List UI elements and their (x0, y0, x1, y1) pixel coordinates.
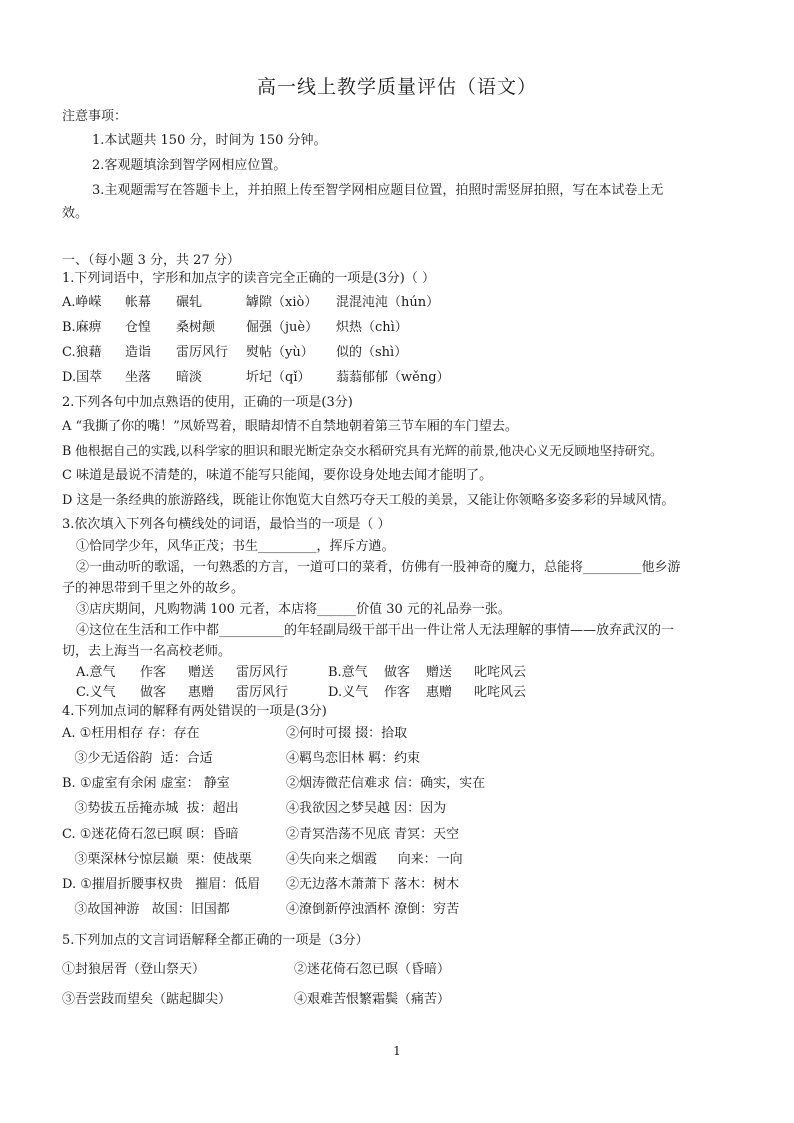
section-heading: 一、（每小题 3 分，共 27 分） (62, 253, 240, 268)
question-2-option-b: B 他根据自己的实践,以科学家的胆识和眼光断定杂交水稻研究具有光辉的前景,他决心义无反顾地坚持研究。 (62, 443, 663, 458)
question-2-stem: 2.下列各句中加点熟语的使用，正确的一项是(3分) (62, 395, 353, 410)
exam-page: 高一线上教学质量评估（语文） 注意事项： 1.本试题共 150 分，时间为 150 分钟。 2.客观题填涂到智学网相应位置。 3.主观题需写在答题卡上，并拍照上传至智学网相应题目位置，拍照时需竖屏拍照，写在本试卷上无 效。 一、（每小题 3 分，共 27 分） 1.下列词语中，字形和加点字的读音完全正确的一项是(3分)（ ） A.峥嵘 帐幕 碾轧 罅隙（xiò） 混混沌沌（hún） B.麻痹 仓惶 桑树颠 倔强（juè） 炽热（chì） C.狼藉 造诣 雷厉风行 熨帖（yù） 似的（shì） D.国萃 坐落 暗淡 圻圮（qǐ） 蓊蓊郁郁（wěng） 2.下列各句中加点熟语的使用，正确的一项是(3分) A “我撕了你的嘴！”凤娇骂着，眼睛却情不自禁地朝着第三节车厢的车门望去。 B 他根据自己的实践,以科学家的胆识和眼光断定杂交水稻研究具有光辉的前景,他决心义无反顾地坚持研究。 C 味道是最说不清楚的，味道不能写只能闻，要你设身处地去闻才能明了。 D 这是一条经典的旅游路线，既能让你饱览大自然巧夺天工般的美景，又能让你领略多姿多彩的异域风情。 3.依次填入下列各句横线处的词语，最恰当的一项是（ ） ①恰同学少年，风华正茂；书生_________，挥斥方遒。 ②一曲动听的歌谣，一句熟悉的方言，一道可口的菜肴，仿佛有一股神奇的魔力，总能将_________他乡游 子的神思带到千里之外的故乡。 ③店庆期间，凡购物满 100 元者，本店将______价值 30 元的礼品券一张。 ④这位在生活和工作中都__________的年轻副局级干部干出一件让常人无法理解的事情——放弃武汉的一 切，去上海当一名高校老师。 A.意气 作客 赠送 雷厉风行 B.意气 做客 赠送 叱咤风云 C.义气 做客 惠赠 雷厉风行 D.义气 作客 惠赠 叱咤风云 4.下列加点词的解释有两处错误的一项是(3分) A. ①枉用相存 存：存在 ②何时可掇 掇：拾取 ③少无适俗韵 适：合适 ④羁鸟恋旧林 羁：约束 B. ①虚室有余闲 虚室： 静室 ②烟涛微茫信难求 信：确实，实在 ③势拔五岳掩赤城 拔：超出 ④我欲因之梦吴越 因：因为 C. ①迷花倚石忽已暝 暝：昏暗 ②青冥浩荡不见底 青冥：天空 ③栗深林兮惊层巅 栗：使战栗 ④失向来之烟霞 向来：一向 D. ①摧眉折腰事权贵 摧眉：低眉 ②无边落木萧萧下 落木：树木 ③故国神游 故国：旧国都 ④潦倒新停浊酒杯 潦倒：穷苦 5.下列加点的文言词语解释全都正确的一项是（3分） ①封狼居胥（登山祭天） ②迷花倚石忽已暝（昏暗） ③吾尝跂而望矣（踮起脚尖） ④艰难苦恨繁霜鬓（痛苦） 1 (0, 0, 794, 1123)
question-3-sentence: 切，去上海当一名高校老师。 (62, 644, 232, 659)
notice-item: 2.客观题填涂到智学网相应位置。 (92, 158, 287, 173)
notice-header: 注意事项： (62, 109, 128, 124)
question-3-sentence: 子的神思带到千里之外的故乡。 (62, 581, 245, 596)
question-1-stem: 1.下列词语中，字形和加点字的读音完全正确的一项是(3分)（ ） (62, 271, 435, 286)
exam-title: 高一线上教学质量评估（语文） (256, 76, 537, 98)
question-5-stem: 5.下列加点的文言词语解释全都正确的一项是（3分） (62, 933, 369, 948)
question-2-option-d: D 这是一条经典的旅游路线，既能让你饱览大自然巧夺天工般的美景，又能让你领略多姿多彩的异域风情。 (62, 493, 675, 508)
question-3-sentence: ②一曲动听的歌谣，一句熟悉的方言，一道可口的菜肴，仿佛有一股神奇的魔力，总能将_________他乡游 (76, 560, 681, 575)
question-4-stem: 4.下列加点词的解释有两处错误的一项是(3分) (62, 704, 327, 719)
question-2-option-c: C 味道是最说不清楚的，味道不能写只能闻，要你设身处地去闻才能明了。 (62, 468, 493, 483)
notice-item: 3.主观题需写在答题卡上，并拍照上传至智学网相应题目位置，拍照时需竖屏拍照，写在本试卷上无 (92, 183, 664, 198)
question-3-stem: 3.依次填入下列各句横线处的词语，最恰当的一项是（ ） (62, 517, 391, 532)
question-3-sentence: ④这位在生活和工作中都__________的年轻副局级干部干出一件让常人无法理解的事情——放弃武汉的一 (76, 623, 675, 638)
page-number: 1 (393, 1044, 401, 1058)
question-3-sentence: ①恰同学少年，风华正茂；书生_________，挥斥方遒。 (76, 539, 395, 554)
question-2-option-a: A “我撕了你的嘴！”凤娇骂着，眼睛却情不自禁地朝着第三节车厢的车门望去。 (62, 419, 518, 434)
question-3-sentence: ③店庆期间，凡购物满 100 元者，本店将______价值 30 元的礼品券一张。 (76, 602, 511, 617)
notice-item: 效。 (62, 206, 89, 221)
notice-item: 1.本试题共 150 分，时间为 150 分钟。 (92, 133, 327, 148)
